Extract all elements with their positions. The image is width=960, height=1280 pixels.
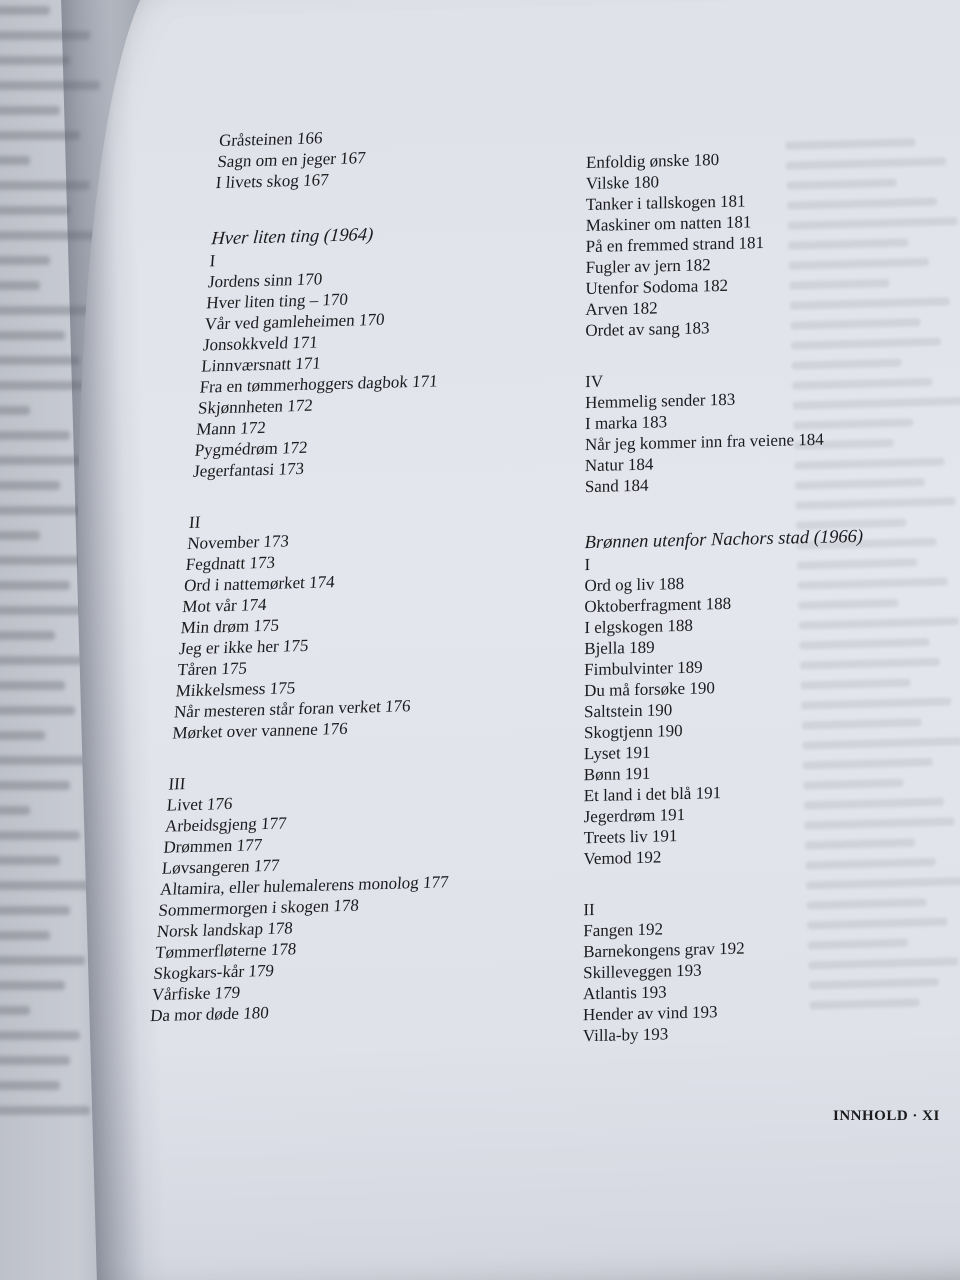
contents-entry: Når jeg kommer inn fra veiene 184	[584, 429, 824, 455]
part-heading: I	[584, 555, 591, 575]
contents-entry: Fugler av jern 182	[585, 255, 711, 278]
entry-list-continued	[215, 121, 550, 193]
contents-entry: Skjønnheten 172	[197, 395, 314, 418]
contents-entry: Maskiner om natten 181	[585, 212, 752, 236]
contents-entry: Pygmédrøm 172	[194, 437, 309, 460]
entry-list-part-iii	[149, 786, 497, 1026]
contents-entry: Et land i det blå 191	[583, 783, 722, 806]
contents-entry: Villa-by 193	[582, 1024, 669, 1046]
contents-entry: Linnværsnatt 171	[200, 353, 322, 376]
contents-entry: Arven 182	[585, 298, 658, 320]
contents-entry: Drømmen 177	[162, 835, 263, 857]
entry-list-part-ii	[583, 913, 913, 1047]
contents-entry: Da mor døde 180	[149, 1003, 270, 1026]
contents-entry: Ord og liv 188	[584, 573, 685, 596]
contents-entry: Mikkelsmess 175	[175, 678, 297, 701]
contents-entry: Enfoldig ønske 180	[585, 149, 720, 173]
contents-entry: I elgskogen 188	[584, 615, 693, 638]
entry-list-part-i	[192, 263, 538, 482]
entry-list-part-ii	[172, 524, 518, 743]
contents-entry: I livets skog 167	[215, 170, 330, 193]
part-heading: III	[167, 774, 187, 794]
entry-list-part-iv	[585, 385, 915, 498]
entry-list-continued	[585, 145, 916, 342]
contents-entry: Bjella 189	[584, 637, 655, 659]
contents-entry: Lyset 191	[583, 742, 651, 764]
contents-entry: Utenfor Sodoma 182	[585, 275, 729, 299]
part-heading: II	[188, 512, 202, 532]
contents-entry: Fangen 192	[583, 919, 664, 941]
contents-entry: På en fremmed strand 181	[585, 232, 765, 257]
contents-entry: I marka 183	[585, 412, 668, 434]
contents-entry: Gråsteinen 166	[218, 128, 324, 151]
contents-entry: Bønn 191	[583, 763, 651, 785]
part-heading: II	[583, 899, 595, 920]
entry-list-part-i	[583, 568, 914, 870]
contents-entry: Skogtjenn 190	[583, 720, 683, 743]
contents-entry: Hemmelig sender 183	[585, 389, 736, 413]
contents-entry: Arbeidsgjeng 177	[164, 813, 288, 836]
section-title-hver-liten-ting: Hver liten ting (1964)	[210, 225, 374, 250]
contents-entry: Ord i nattemørket 174	[183, 572, 336, 596]
contents-entry: Tanker i tallskogen 181	[585, 191, 746, 215]
contents-entry: Min drøm 175	[180, 615, 280, 638]
contents-entry: Sommermorgen i skogen 178	[157, 895, 360, 920]
contents-entry: Mann 172	[195, 417, 267, 439]
contents-entry: Norsk landskap 178	[156, 918, 294, 941]
contents-entry: Når mesteren står foran verket 176	[173, 696, 412, 722]
contents-entry: Tømmerfløterne 178	[154, 939, 298, 962]
contents-entry: Skogkars-kår 179	[152, 960, 275, 984]
contents-entry: Vilske 180	[585, 172, 660, 194]
section-title-bronnen-utenfor-nachors-stad: Brønnen utenfor Nachors stad (1966)	[584, 526, 864, 554]
contents-entry: Skilleveggen 193	[583, 960, 702, 983]
contents-entry: Altamira, eller hulemalerens monolog 177	[159, 872, 450, 899]
contents-column-right	[583, 145, 916, 1047]
running-footer: INNHOLD · XI	[833, 1108, 940, 1124]
contents-entry: Jonsokkveld 171	[202, 332, 319, 355]
contents-entry: Jeg er ikke her 175	[178, 635, 310, 659]
contents-entry: Oktoberfragment 188	[584, 593, 732, 617]
contents-entry: Fimbulvinter 189	[584, 657, 703, 680]
contents-entry: Sagn om en jeger 167	[216, 148, 367, 172]
contents-entry: Saltstein 190	[584, 700, 673, 722]
contents-entry: Barnekongens grav 192	[583, 938, 745, 962]
contents-entry: Fegdnatt 173	[185, 552, 276, 575]
contents-entry: Treets liv 191	[583, 826, 678, 848]
contents-entry: Jordens sinn 170	[207, 269, 324, 292]
contents-entry: Vår ved gamleheimen 170	[203, 309, 386, 334]
contents-entry: Jegerfantasi 173	[192, 458, 305, 481]
contents-entry: Hender av vind 193	[582, 1002, 718, 1025]
contents-entry: Atlantis 193	[583, 982, 667, 1004]
contents-entry: Vårfiske 179	[151, 982, 241, 1005]
contents-entry: Tåren 175	[176, 658, 248, 680]
contents-entry: Mørket over vannene 176	[171, 718, 349, 743]
contents-entry: Sand 184	[584, 475, 649, 497]
contents-entry: Ordet av sang 183	[585, 318, 710, 341]
contents-entry: Jegerdrøm 191	[583, 804, 686, 827]
contents-entry: Løvsangeren 177	[161, 855, 281, 878]
contents-entry: Vemod 192	[583, 847, 662, 869]
contents-entry: Mot vår 174	[181, 594, 268, 617]
contents-entry: Livet 176	[166, 793, 234, 815]
contents-entry: Du må forsøke 190	[584, 678, 715, 701]
contents-entry: Hver liten ting – 170	[205, 289, 349, 313]
contents-entry: Fra en tømmerhoggers dagbok 171	[199, 371, 439, 397]
contents-entry: November 173	[186, 531, 290, 554]
part-heading: IV	[585, 371, 604, 392]
part-heading: I	[208, 251, 217, 271]
contents-entry: Natur 184	[584, 454, 654, 476]
